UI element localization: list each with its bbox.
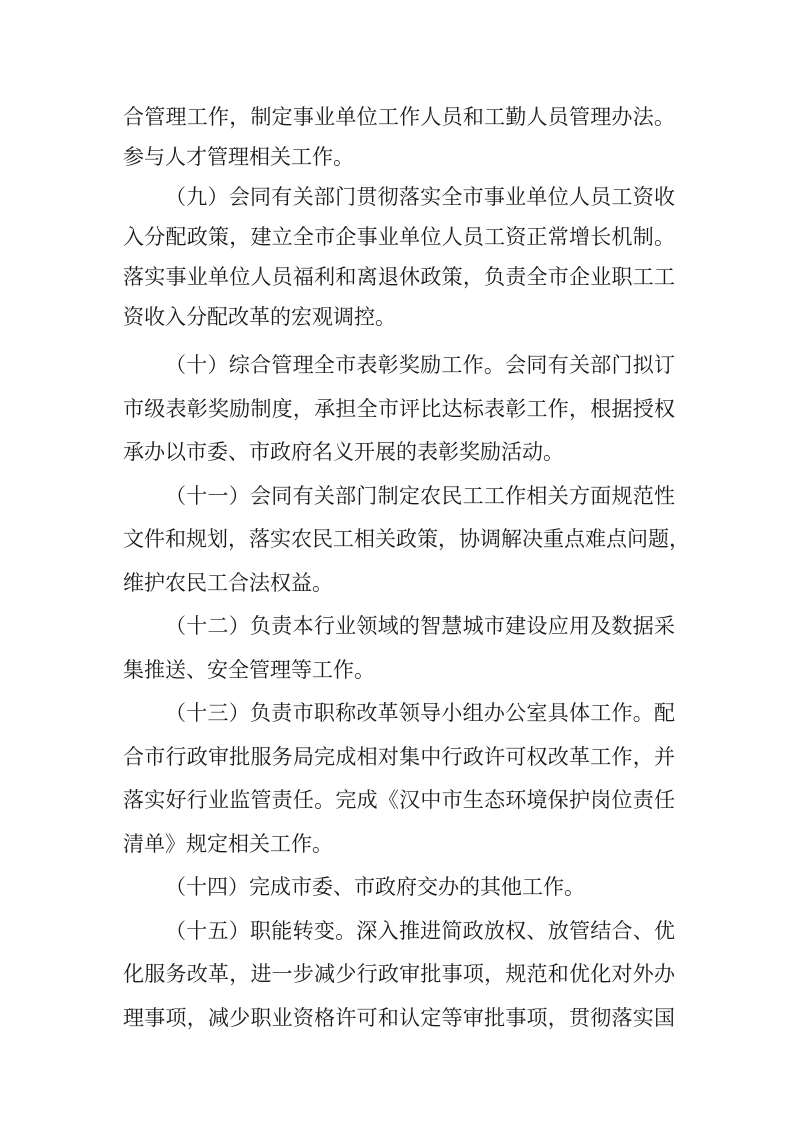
text-line: 落实好行业监管责任。完成《汉中市生态环境保护岗位责任 [123,788,675,812]
text-line: 化服务改革，进一步减少行政审批事项，规范和优化对外办 [123,962,675,986]
text-line: 文件和规划，落实农民工相关政策，协调解决重点难点问题， [123,527,690,551]
paragraph-start-line: （十二）负责本行业领域的智慧城市建设应用及数据采 [165,614,675,638]
paragraph-start-line: （十）综合管理全市表彰奖励工作。会同有关部门拟订 [165,353,675,377]
text-line: 合市行政审批服务局完成相对集中行政许可权改革工作，并 [123,745,675,769]
text-line: 理事项，减少职业资格许可和认定等审批事项，贯彻落实国 [123,1006,675,1030]
paragraph-start-line: （十一）会同有关部门制定农民工工作相关方面规范性 [165,484,675,508]
text-line: 承办以市委、市政府名义开展的表彰奖励活动。 [123,440,564,464]
text-line: 清单》规定相关工作。 [123,832,333,856]
text-line: 集推送、安全管理等工作。 [123,658,375,682]
text-line: 入分配政策，建立全市企事业单位人员工资正常增长机制。 [123,225,675,249]
text-line: 市级表彰奖励制度，承担全市评比达标表彰工作，根据授权 [123,397,675,421]
text-line: 维护农民工合法权益。 [123,571,333,595]
paragraph-start-line: （十四）完成市委、市政府交办的其他工作。 [165,875,585,899]
text-line: 资收入分配改革的宏观调控。 [123,305,396,329]
text-line: 参与人才管理相关工作。 [123,145,354,169]
paragraph-start-line: （十五）职能转变。深入推进简政放权、放管结合、优 [165,919,675,943]
text-line: 落实事业单位人员福利和离退休政策，负责全市企业职工工 [123,265,675,289]
paragraph-start-line: （十三）负责市职称改革领导小组办公室具体工作。配 [165,701,675,725]
paragraph-start-line: （九）会同有关部门贯彻落实全市事业单位人员工资收 [165,185,675,209]
text-line: 合管理工作，制定事业单位工作人员和工勤人员管理办法。 [123,105,675,129]
